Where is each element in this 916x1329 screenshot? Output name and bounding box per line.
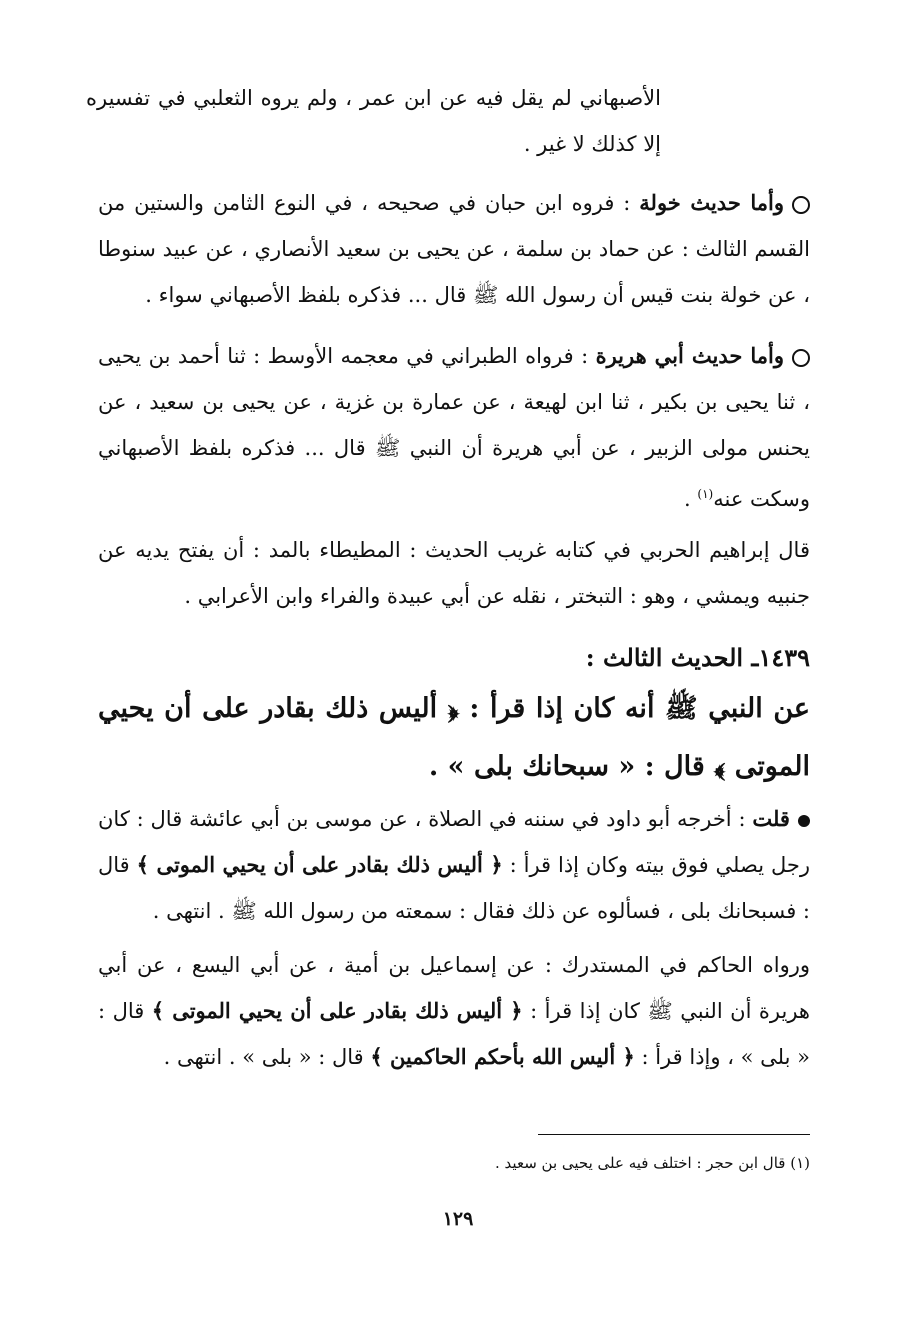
commentary-2a: ورواه الحاكم في المستدرك : عن إسماعيل بن أمية ، عن أبي اليسع ، عن أبي هريرة أن النبي ﷺ كان إذا قرأ :: [98, 953, 810, 1023]
abuhurayra-end: .: [684, 487, 698, 511]
dot-bullet-icon: [798, 815, 810, 827]
footnote-marker: (١): [697, 487, 714, 501]
qult-label: قلت: [752, 806, 790, 831]
continuation-paragraph: الأصبهاني لم يقل فيه عن ابن عمر ، ولم يروه الثعلبي في تفسيره إلا كذلك لا غير .: [86, 86, 661, 156]
circle-bullet-icon: [792, 196, 810, 214]
footnote: (١) قال ابن حجر : اختلف فيه على يحيى بن سعيد .: [495, 1154, 810, 1172]
footnote-separator: [538, 1134, 810, 1135]
abuhurayra-lead: وأما حديث أبي هريرة: [595, 343, 784, 368]
harbi-paragraph: قال إبراهيم الحربي في كتابه غريب الحديث : المطيطاء بالمد : أن يفتح يديه عن جنبيه ويمشي ، وهو : التبختر ، نقله عن أبي عبيدة والفراء وابن الأعرابي .: [98, 538, 810, 608]
khawla-paragraph: [98, 180, 810, 318]
verse-quote: ﴿ أليس ذلك بقادر على أن يحيي الموتى ﴾: [151, 998, 523, 1023]
commentary-1b: قال : فسبحانك بلى ، فسألوه عن ذلك فقال : سمعته من رسول الله ﷺ . انتهى .: [98, 853, 810, 923]
circle-bullet-icon: [792, 349, 810, 367]
hadith-heading: ١٤٣٩ـ الحديث الثالث :: [585, 643, 810, 672]
verse-quote: ﴿ أليس الله بأحكم الحاكمين ﴾: [370, 1044, 635, 1069]
commentary-2c: قال : « بلى » . انتهى .: [163, 1045, 364, 1069]
abuhurayra-body: : فرواه الطبراني في معجمه الأوسط : ثنا أحمد بن يحيى ، ثنا يحيى بن بكير ، ثنا ابن لهيعة ، عن عمارة بن غزية ، عن يحيى بن سعيد ، عن يحنس مولى الزبير ، عن أبي هريرة أن النبي ﷺ قال ... فذكره بلفظ الأصبهاني وسكت عنه: [98, 344, 810, 511]
commentary-1a: : أخرجه أبو داود في سننه في الصلاة ، عن موسى بن أبي عائشة قال : كان رجل يصلي فوق بيته وكان إذا قرأ :: [98, 807, 810, 877]
commentary-2b: قال : « بلى » ، وإذا قرأ :: [98, 999, 810, 1069]
page-number: ١٢٩: [442, 1208, 474, 1230]
abuhurayra-paragraph: [98, 333, 810, 522]
khawla-lead: وأما حديث خولة: [639, 190, 784, 215]
commentary-paragraph-2: [98, 942, 810, 1080]
hadith-text: عن النبي ﷺ أنه كان إذا قرأ : ﴿ أليس ذلك بقادر على أن يحيي الموتى ﴾ قال : « سبحانك بلى » .: [98, 693, 810, 782]
khawla-body: : فروه ابن حبان في صحيحه ، في النوع الثامن والستين من القسم الثالث : عن حماد بن سلمة ، عن يحيى بن سعيد الأنصاري ، عن عبيد سنوطا ، عن خولة بنت قيس أن رسول الله ﷺ قال ... فذكره بلفظ الأصبهاني سواء .: [98, 191, 810, 307]
commentary-paragraph-1: [98, 796, 810, 934]
verse-quote: ﴿ أليس ذلك بقادر على أن يحيي الموتى ﴾: [136, 852, 503, 877]
